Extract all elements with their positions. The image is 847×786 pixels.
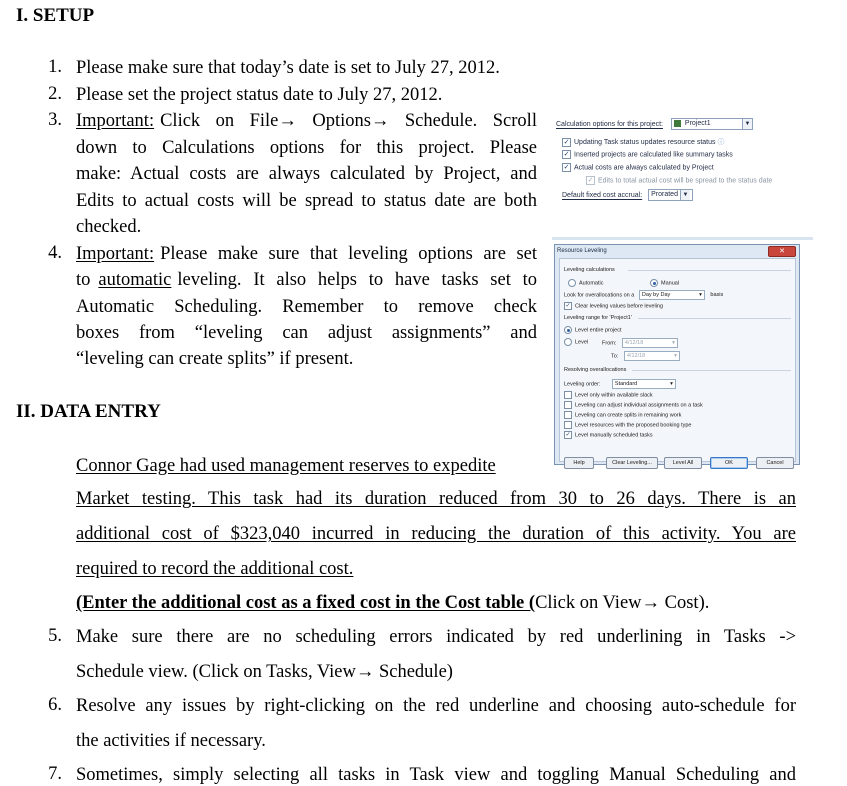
radio-entire-project[interactable]: Level entire project: [564, 326, 621, 334]
item-4-line-5: “leveling can create splits” if present.: [76, 349, 354, 369]
cancel-button[interactable]: Cancel: [756, 457, 794, 469]
paragraph-line-3: additional cost of $323,040 incurred in reducing the duration of this activity. You are: [76, 524, 796, 544]
from-date-input[interactable]: 4/12/18 ▾: [622, 338, 678, 348]
item-3-line-4: Edits to actual costs will be spread to status date are both: [76, 191, 537, 211]
checkbox-checked-disabled[interactable]: ✓: [587, 177, 594, 184]
close-icon[interactable]: ✕: [768, 246, 796, 257]
item-number: 7.: [48, 764, 62, 784]
chevron-down-icon: ▼: [680, 190, 690, 200]
item-1-text: Please make sure that today’s date is set to July 27, 2012.: [76, 58, 500, 78]
item-3-line-5: checked.: [76, 217, 142, 237]
chevron-down-icon: ▾: [672, 340, 675, 346]
item-number: 3.: [48, 110, 62, 130]
paragraph-line-1: Connor Gage had used management reserves to expedite: [76, 456, 496, 476]
project-select[interactable]: Project1 ▼: [671, 118, 753, 130]
checkbox-checked[interactable]: ✓: [563, 164, 570, 171]
checkbox-checked[interactable]: ✓: [563, 138, 570, 146]
leveling-calculations-heading: Leveling calculations: [564, 267, 615, 273]
section-title-setup: I. SETUP: [16, 5, 95, 26]
dialog-body: [559, 258, 796, 466]
item-3-line: [76, 110, 537, 132]
chevron-down-icon: ▾: [699, 292, 702, 298]
item-4-line-3: Automatic Scheduling. Remember to remove check: [76, 297, 537, 317]
item-4-line-2: to automatic leveling. It also helps to have tasks set to: [76, 270, 537, 290]
clear-leveling-button[interactable]: Clear Leveling...: [606, 457, 658, 469]
leveling-order-select[interactable]: Standard ▾: [612, 379, 676, 389]
fixed-cost-accrual-row: Default fixed cost accrual: Prorated ▼: [562, 189, 693, 201]
item-5-line-2: Schedule view. (Click on Tasks, View→ Schedule): [76, 662, 453, 682]
chevron-down-icon: ▼: [742, 119, 752, 129]
important-label: Important:: [76, 244, 155, 264]
calc-option-4[interactable]: ✓ Edits to total actual cost will be spread to the status date: [587, 177, 773, 185]
ok-button[interactable]: OK: [710, 457, 748, 469]
clear-values-checkbox[interactable]: ✓ Clear leveling values before leveling: [565, 303, 664, 310]
level-all-button[interactable]: Level All: [664, 457, 702, 469]
calc-option-2[interactable]: ✓ Inserted projects are calculated like summary tasks: [563, 151, 733, 159]
check-booking-type[interactable]: Level resources with the proposed booking type: [564, 421, 692, 429]
to-row: To: 4/12/18 ▾: [611, 351, 680, 361]
basis-select[interactable]: Day by Day ▾: [639, 290, 705, 300]
item-4-line-4: boxes from “leveling can adjust assignments” and: [76, 323, 537, 343]
check-level-within-slack[interactable]: Level only within available slack: [564, 391, 653, 399]
radio-level-range[interactable]: Level: [564, 338, 588, 346]
resource-leveling-dialog: [554, 244, 800, 465]
info-icon: ⓘ: [717, 139, 725, 146]
check-manually-scheduled[interactable]: ✓ Level manually scheduled tasks: [565, 432, 653, 439]
paragraph-line-5: (Enter the additional cost as a fixed cost in the Cost table (Click on View→ Cost).: [76, 593, 710, 613]
item-7-line-1: Sometimes, simply selecting all tasks in Task view and toggling Manual Scheduling and: [76, 765, 796, 785]
item-3-line-2: down to Calculations options for this project. Please: [76, 138, 537, 158]
item-number: 4.: [48, 243, 62, 263]
important-label: Important:: [76, 111, 155, 131]
item-2-text: Please set the project status date to July 27, 2012.: [76, 85, 443, 105]
automatic-word: automatic: [98, 270, 172, 290]
project-icon: [674, 120, 681, 127]
item-3-line-3: make: Actual costs are always calculated by Project, and: [76, 164, 537, 184]
item-number: 5.: [48, 626, 62, 646]
calc-options-row: [556, 118, 753, 130]
calc-option-1[interactable]: ✓ Updating Task status updates resource status ⓘ: [563, 138, 725, 146]
leveling-order-row: Leveling order: Standard ▾: [564, 379, 676, 389]
leveling-range-heading: Leveling range for 'Project1': [564, 315, 632, 321]
section-title-data-entry: II. DATA ENTRY: [16, 401, 161, 422]
item-number: 6.: [48, 695, 62, 715]
calculation-options-screenshot: [552, 113, 813, 240]
item-5-line-1: Make sure there are no scheduling errors indicated by red underlining in Tasks ->: [76, 627, 796, 647]
chevron-down-icon: ▾: [674, 353, 677, 359]
help-button[interactable]: Help: [564, 457, 594, 469]
look-for-row: Look for overallocations on a Day by Day ▾ basis: [564, 292, 724, 299]
item-6-line-2: the activities if necessary.: [76, 731, 266, 751]
dialog-title: Resource Leveling: [557, 248, 607, 254]
item-number: 2.: [48, 84, 62, 104]
chevron-down-icon: ▾: [670, 381, 673, 387]
from-row: From: 4/12/18 ▾: [602, 338, 678, 348]
to-date-input[interactable]: 4/12/18 ▾: [624, 351, 680, 361]
check-adjust-assignments[interactable]: Leveling can adjust individual assignments on a task: [564, 401, 703, 409]
item-number: 1.: [48, 57, 62, 77]
paragraph-line-2: Market testing. This task had its duration reduced from 30 to 26 days. There is an: [76, 489, 796, 509]
item-6-line-1: Resolve any issues by right-clicking on the red underline and choosing auto-schedule for: [76, 696, 796, 716]
check-create-splits[interactable]: Leveling can create splits in remaining work: [564, 411, 681, 419]
accrual-select[interactable]: Prorated ▼: [648, 189, 693, 201]
paragraph-line-4: required to record the additional cost.: [76, 559, 354, 579]
radio-manual[interactable]: Manual: [650, 279, 679, 287]
calc-option-3[interactable]: ✓ Actual costs are always calculated by Project: [563, 164, 714, 172]
resolving-heading: Resolving overallocations: [564, 367, 627, 373]
calc-options-label: Calculation options for this project:: [556, 120, 663, 128]
bold-instruction: (Enter the additional cost as a fixed cost in the Cost table (: [76, 593, 536, 613]
item-3-line-1-text: Click on File→ Options→ Schedule. Scroll: [160, 111, 537, 131]
radio-automatic[interactable]: Automatic: [568, 279, 603, 287]
item-4-line-1: Important: Please make sure that leveling options are set: [76, 244, 537, 264]
checkbox-checked[interactable]: ✓: [563, 151, 570, 158]
